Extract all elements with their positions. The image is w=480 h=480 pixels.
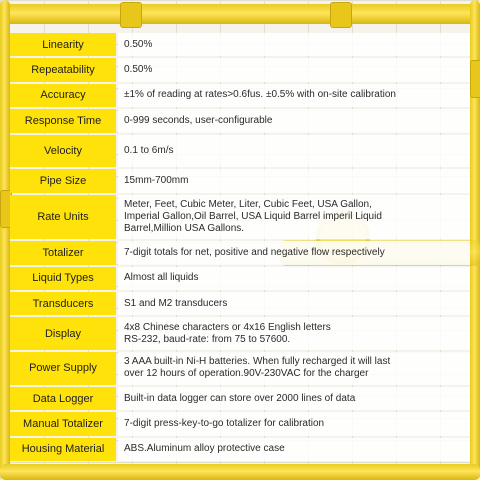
spec-value: S1 and M2 transducers <box>118 292 470 315</box>
spec-value: 7-digit totals for net, positive and negative flow respectively <box>118 241 470 264</box>
spec-label: Rate Units <box>10 195 116 239</box>
spec-label: Display <box>10 317 116 350</box>
pipe-top <box>0 4 480 24</box>
spec-table <box>10 33 470 461</box>
spec-label: Data Logger <box>10 387 116 410</box>
spec-label: Linearity <box>10 33 116 56</box>
spec-value: 0.50% <box>118 58 470 81</box>
spec-label: Liquid Types <box>10 267 116 290</box>
spec-value: 15mm-700mm <box>118 169 470 192</box>
spec-label: Pipe Size <box>10 169 116 192</box>
spec-row-transducers <box>10 292 470 315</box>
spec-row-repeatability <box>10 58 470 81</box>
pipe-flange <box>330 2 352 28</box>
spec-value: 4x8 Chinese characters or 4x16 English letters RS-232, baud-rate: from 75 to 57600. <box>118 317 470 350</box>
spec-label: Housing Material <box>10 438 116 461</box>
pipe-bottom <box>0 464 480 480</box>
spec-value: 0.50% <box>118 33 470 56</box>
spec-row-power-supply <box>10 352 470 385</box>
spec-value: 7-digit press-key-to-go totalizer for calibration <box>118 412 470 435</box>
spec-row-accuracy <box>10 84 470 107</box>
spec-value: 3 AAA built-in Ni-H batteries. When fully recharged it will last over 12 hours of operation.90V-230VAC for the charger <box>118 352 470 385</box>
spec-row-pipe-size <box>10 169 470 192</box>
spec-value: ±1% of reading at rates>0.6fus. ±0.5% with on-site calibration <box>118 84 470 107</box>
spec-value: 0-999 seconds, user-configurable <box>118 109 470 132</box>
spec-row-manual-totalizer <box>10 412 470 435</box>
pipe-flange <box>470 60 480 98</box>
spec-label: Response Time <box>10 109 116 132</box>
spec-label: Totalizer <box>10 241 116 264</box>
spec-value: ABS.Aluminum alloy protective case <box>118 438 470 461</box>
spec-label: Accuracy <box>10 84 116 107</box>
spec-row-rate-units <box>10 195 470 239</box>
spec-label: Velocity <box>10 135 116 168</box>
spec-value: Almost all liquids <box>118 267 470 290</box>
spec-value: Built-in data logger can store over 2000 lines of data <box>118 387 470 410</box>
spec-label: Repeatability <box>10 58 116 81</box>
spec-row-totalizer <box>10 241 470 264</box>
spec-label: Transducers <box>10 292 116 315</box>
spec-row-data-logger <box>10 387 470 410</box>
spec-row-linearity <box>10 33 470 56</box>
spec-row-display <box>10 317 470 350</box>
spec-row-response-time <box>10 109 470 132</box>
spec-row-housing-material <box>10 438 470 461</box>
spec-value: 0.1 to 6m/s <box>118 135 470 168</box>
spec-value: Meter, Feet, Cubic Meter, Liter, Cubic Feet, USA Gallon, Imperial Gallon,Oil Barrel, USA Liquid Barrel imperil Liquid Barrel,Million USA Gallons. <box>118 195 470 239</box>
pipe-left-vertical <box>0 0 10 480</box>
spec-row-velocity <box>10 135 470 168</box>
spec-label: Power Supply <box>10 352 116 385</box>
pipe-flange <box>120 2 142 28</box>
spec-label: Manual Totalizer <box>10 412 116 435</box>
spec-row-liquid-types <box>10 267 470 290</box>
